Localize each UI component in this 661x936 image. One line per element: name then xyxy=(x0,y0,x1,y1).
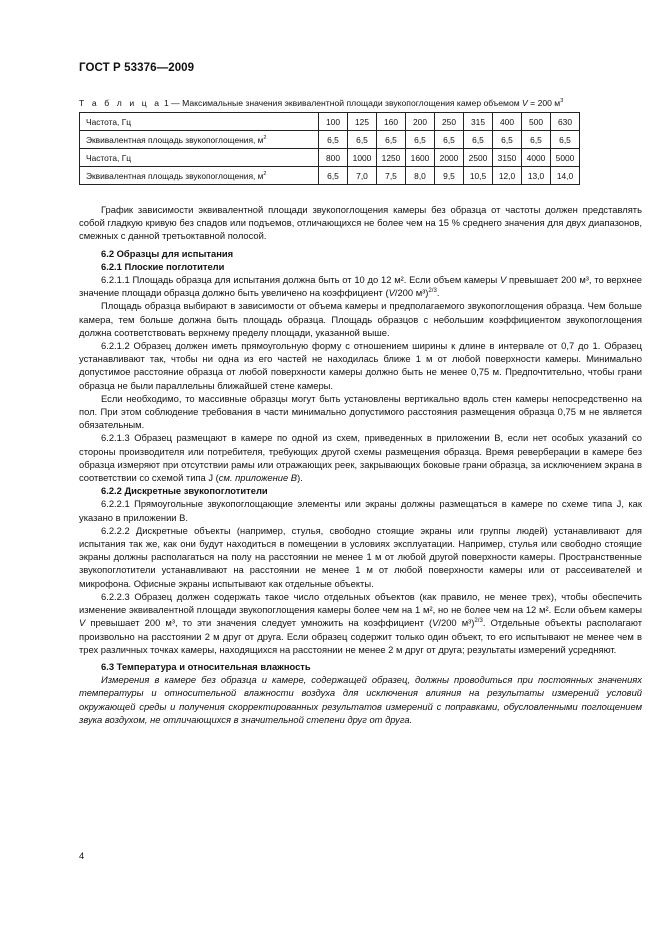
text-run: . xyxy=(436,287,440,299)
table-cell: 6,5 xyxy=(348,131,377,149)
text-run: 6.2.2.3 Образец должен содержать такое число отдельных объектов (как правило, не менее трех), чтобы обеспечить изменение эквивалентной площади звукопоглощения камеры более чем на 1 м², но не более чем на 12 м². Если объем камеры xyxy=(79,590,642,616)
table-cell: 14,0 xyxy=(551,167,580,185)
table-cell: 125 xyxy=(348,113,377,131)
text-run-italic: V xyxy=(499,274,507,286)
table-cell: 6,5 xyxy=(551,131,580,149)
table-cell: 315 xyxy=(464,113,493,131)
document-header: ГОСТ Р 53376—2009 xyxy=(79,62,195,74)
table-row-area-1 xyxy=(80,131,580,149)
text-run-italic: см. приложение В xyxy=(218,472,298,484)
text-run-sup: 2/3 xyxy=(474,617,483,625)
table-cell: 7,0 xyxy=(348,167,377,185)
table-cell: 3150 xyxy=(493,149,522,167)
table-cell: 160 xyxy=(377,113,406,131)
table-cell: 100 xyxy=(319,113,348,131)
table-cell: 250 xyxy=(435,113,464,131)
table-cell: 10,5 xyxy=(464,167,493,185)
table-caption xyxy=(79,98,563,108)
paragraph-6-2-2-2: 6.2.2.2 Дискретные объекты (например, стулья, свободно стоящие экраны или группы людей) устанавливают для испытания так же, как они будут находиться в помещении в условиях эксплуатации. Например, стулья или свободно стоящие экраны должны располагаться на полу на расстоянии не менее 1 м от любой другой поверхности камеры. Пространственные звукопоглотители устанавливают на расстоянии не менее 1 м от любой поверхности камеры или от рассеивателей и микрофона. Офисные экраны испытывают как отдельные объекты. xyxy=(79,524,642,589)
document-body xyxy=(79,203,642,726)
text-run: превышает 200 м³, то верхнее значение площади образца должно быть увеличено на коэффициент ( xyxy=(79,274,642,299)
frequency-table xyxy=(79,112,580,185)
paragraph-6-2-2-1: 6.2.2.1 Прямоугольные звукопоглощающие элементы или экраны должны размещаться в камере по схеме типа J, как указано в приложении В. xyxy=(79,498,642,523)
table-cell: 2500 xyxy=(464,149,493,167)
paragraph-6-3: Измерения в камере без образца и камере, содержащей образец, должны проводиться при постоянных значениях температуры и относительной влажности воздуха для исключения влияния на результаты измерений условий окружающей среды и получения скорректированных результатов измерений с поправками, обусловленными поглощением звука воздухом, не отличающихся в значительной степени друг от друга. xyxy=(79,674,642,725)
text-run-italic: V xyxy=(79,617,86,629)
table-cell: 2000 xyxy=(435,149,464,167)
row-label-sup: 2 xyxy=(263,134,267,141)
table-caption-var: V xyxy=(522,98,528,108)
text-run: превышает 200 м³, то эти значения следует умножить на коэффициент ( xyxy=(85,617,433,629)
text-run: . Отдельные объекты располагают произвольно на расстоянии 2 м друг от друга. Если образец содержит только один объект, то его испытывают не менее чем в трех различных точках камеры, находящихся на расстоянии не менее 2 м друг от друга; результаты измерений усредняют. xyxy=(79,617,642,655)
section-heading-6-2-2: 6.2.2 Дискретные звукопоглотители xyxy=(101,485,268,497)
paragraph-6-2-1-3 xyxy=(79,431,642,484)
table-caption-text: 1 — Максимальные значения эквивалентной площади звукопоглощения камер объемом xyxy=(161,98,523,108)
table-cell: 400 xyxy=(493,113,522,131)
table-cell: 800 xyxy=(319,149,348,167)
table-cell: 6,5 xyxy=(435,131,464,149)
table-cell: 6,5 xyxy=(319,131,348,149)
row-label: Частота, Гц xyxy=(80,149,319,167)
table-caption-unit: = 200 м xyxy=(527,98,561,108)
table-cell: 630 xyxy=(551,113,580,131)
table-cell: 5000 xyxy=(551,149,580,167)
table-cell: 8,0 xyxy=(406,167,435,185)
table-cell: 1250 xyxy=(377,149,406,167)
row-label-text: Эквивалентная площадь звукопоглощения, м xyxy=(86,134,264,145)
table-cell: 1600 xyxy=(406,149,435,167)
section-heading-6-2: 6.2 Образцы для испытания xyxy=(101,247,234,259)
row-label xyxy=(80,131,319,149)
paragraph-massive: Если необходимо, то массивные образцы могут быть установлены вертикально вдоль стен камеры непосредственно на пол. При этом соблюдение требования в части минимально допустимого расстояния размещения образца 0,75 м не является обязательным. xyxy=(79,392,642,431)
table-cell: 13,0 xyxy=(522,167,551,185)
text-run: ). xyxy=(297,472,303,484)
table-cell: 500 xyxy=(522,113,551,131)
table-cell: 6,5 xyxy=(464,131,493,149)
table-cell: 6,5 xyxy=(493,131,522,149)
table-cell: 6,5 xyxy=(406,131,435,149)
table-caption-sup: 3 xyxy=(560,98,564,105)
table-cell: 12,0 xyxy=(493,167,522,185)
text-run: 6.2.1.1 Площадь образца для испытания должна быть от 10 до 12 м². Если объем камеры xyxy=(101,274,500,286)
page-number: 4 xyxy=(79,850,85,861)
row-label: Частота, Гц xyxy=(80,113,319,131)
table-cell: 9,5 xyxy=(435,167,464,185)
text-run-sup: 2/3 xyxy=(428,287,437,295)
table-cell: 1000 xyxy=(348,149,377,167)
paragraph-6-2-1-2: 6.2.1.2 Образец должен иметь прямоугольную форму с отношением ширины к длине в интервале от 0,7 до 1. Образец устанавливают так, чтобы ни одна из его частей не находилась ближе 1 м от любой поверхности камеры. Минимально допустимое расстояние образца от любой поверхности камеры должно быть не менее 0,75 м. Предпочтительно, чтобы грани образца не были параллельны ближайшей стене камеры. xyxy=(79,340,642,391)
table-caption-label: Т а б л и ц а xyxy=(79,98,162,108)
section-heading-6-3: 6.3 Температура и относительная влажность xyxy=(101,660,311,672)
paragraph-6-2-1-1 xyxy=(79,273,642,299)
table-cell: 4000 xyxy=(522,149,551,167)
paragraph-6-2-2-3 xyxy=(79,590,642,656)
text-run: 6.2.1.3 Образец размещают в камере по одной из схем, приведенных в приложении В, если нет особых указаний со стороны производителя или потребителя, требующих другой схемы размещения образца. Время реверберации в камере без образца измеряют при отсутствии рамы или отражающих реек, закрывающих боковые грани образца, за исключением экрана в соответствии со схемой типа J ( xyxy=(79,432,642,484)
table-cell: 7,5 xyxy=(377,167,406,185)
paragraph-area: Площадь образца выбирают в зависимости от объема камеры и предполагаемого звукопоглощения образца. Чем больше камера, тем больше должна быть площадь образца. Площадь образцов с небольшим коэффициентом звукопоглощения должна соответствовать верхнему пределу площади, указанной выше. xyxy=(79,300,642,338)
row-label xyxy=(80,167,319,185)
paragraph-graph: График зависимости эквивалентной площади звукопоглощения камеры без образца от частоты должен представлять собой гладкую кривую без спадов или подъемов, отличающихся не более чем на 15 % среднего значения для двух диапазонов, смежных с данной третьоктавной полосой. xyxy=(79,204,642,242)
table-cell: 200 xyxy=(406,113,435,131)
text-run: /200 м³) xyxy=(394,287,429,299)
table-cell: 6,5 xyxy=(319,167,348,185)
table-row-frequency-2 xyxy=(80,149,580,167)
text-run-italic: V xyxy=(432,617,439,629)
row-label-text: Эквивалентная площадь звукопоглощения, м xyxy=(86,170,264,181)
text-run: /200 м³) xyxy=(438,617,475,629)
table-cell: 6,5 xyxy=(377,131,406,149)
table-cell: 6,5 xyxy=(522,131,551,149)
section-heading-6-2-1: 6.2.1 Плоские поглотители xyxy=(101,260,225,272)
table-row-area-2 xyxy=(80,167,580,185)
row-label-sup: 2 xyxy=(263,170,267,177)
table-row-frequency-1 xyxy=(80,113,580,131)
text-run-italic: V xyxy=(388,287,395,299)
